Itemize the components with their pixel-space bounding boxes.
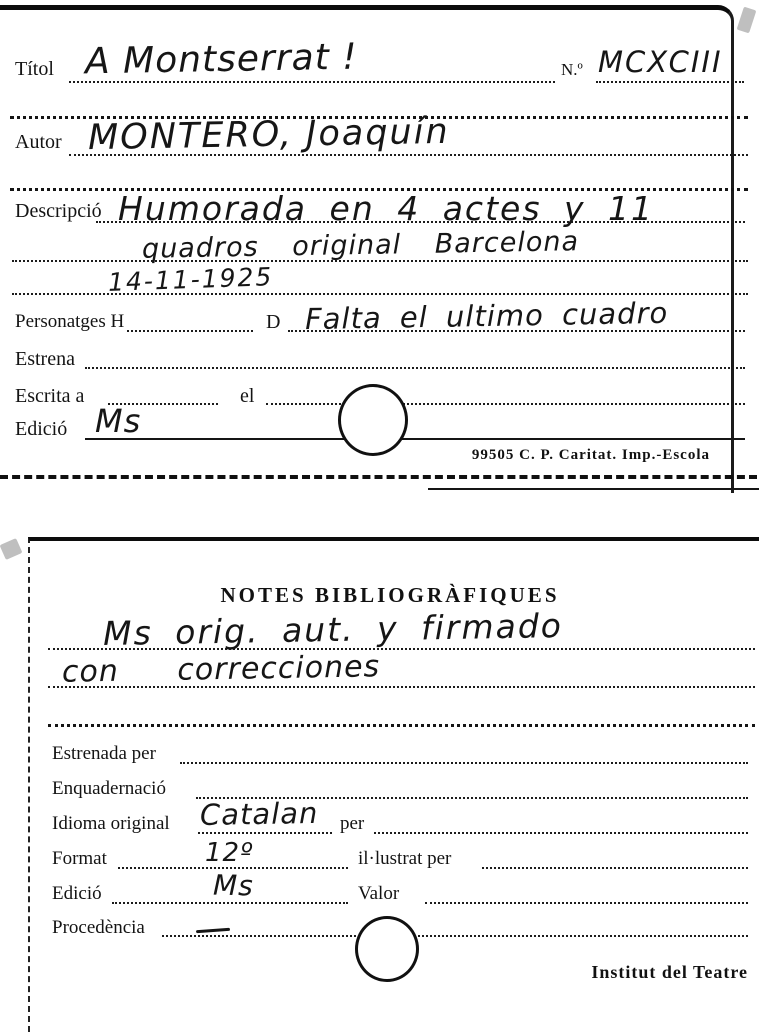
estrenada-rule <box>180 762 748 764</box>
descripcio-handwritten-line2: quadros original Barcelona <box>141 226 580 265</box>
top-card-bottom-edge <box>0 475 757 479</box>
idioma-per-rule <box>374 832 748 834</box>
escrita-el-label: el <box>240 385 255 407</box>
illustrat-rule <box>482 867 748 869</box>
titol-handwritten-value: A Montserrat ! <box>84 36 358 83</box>
illustrat-label: il·lustrat per <box>358 848 452 869</box>
estrena-rule <box>85 367 745 369</box>
estrena-label: Estrena <box>15 348 75 370</box>
scan-smudge-top-right <box>737 7 757 34</box>
procedencia-rule <box>162 935 748 937</box>
edicio-handwritten-value: Ms <box>95 402 142 440</box>
escrita-label: Escrita a <box>15 385 85 407</box>
hole-punch-bottom-card <box>355 916 419 982</box>
titol-label: Títol <box>15 58 54 80</box>
personatges-h-rule <box>127 330 253 332</box>
num-rule <box>596 81 744 83</box>
between-cards-line <box>428 488 759 490</box>
edicio2-handwritten-value: Ms <box>212 868 255 903</box>
notes-handwritten-line1: Ms orig. aut. y firmado <box>102 605 564 654</box>
idioma-value-rule <box>198 832 332 834</box>
escrita-rule-2 <box>266 403 745 405</box>
institute-footer: Institut del Teatre <box>591 962 748 982</box>
procedencia-label: Procedència <box>52 917 145 938</box>
num-handwritten-value: MCXCIII <box>598 45 723 79</box>
enquadernacio-label: Enquadernació <box>52 778 166 799</box>
edicio2-value-rule <box>112 902 348 904</box>
separator-rule-3 <box>48 724 755 727</box>
valor-rule <box>425 902 748 904</box>
autor-handwritten-value: MONTERO, Joaquín <box>87 111 450 159</box>
personatges-d-label: D <box>266 311 281 333</box>
num-label: N.º <box>561 60 583 79</box>
descripcio-label: Descripció <box>15 200 102 222</box>
personatges-handwritten-value: Falta el ultimo cuadro <box>304 295 669 337</box>
idioma-label: Idioma original <box>52 813 170 834</box>
format-handwritten-value: 12º <box>205 838 254 868</box>
format-label: Format <box>52 848 107 869</box>
edicio-rule <box>85 438 745 440</box>
descripcio-handwritten-line3: 14-11-1925 <box>107 262 274 297</box>
scan-smudge-bottom-card <box>0 538 22 560</box>
printer-imprint: 99505 C. P. Caritat. Imp.-Escola <box>471 447 710 463</box>
idioma-handwritten-value: Catalan <box>199 795 319 833</box>
notes-handwritten-line2: con correcciones <box>61 649 381 690</box>
autor-label: Autor <box>15 131 62 153</box>
notes-title: NOTES BIBLIOGRÀFIQUES <box>220 583 560 607</box>
valor-label: Valor <box>358 883 400 904</box>
descripcio-handwritten-line1: Humorada en 4 actes y 11 <box>118 189 655 228</box>
idioma-per-label: per <box>340 813 365 834</box>
hole-punch-top-card <box>338 384 408 456</box>
estrenada-label: Estrenada per <box>52 743 156 764</box>
edicio-label: Edició <box>15 418 68 440</box>
edicio2-label: Edició <box>52 883 102 904</box>
personatges-label: Personatges H <box>15 311 125 332</box>
